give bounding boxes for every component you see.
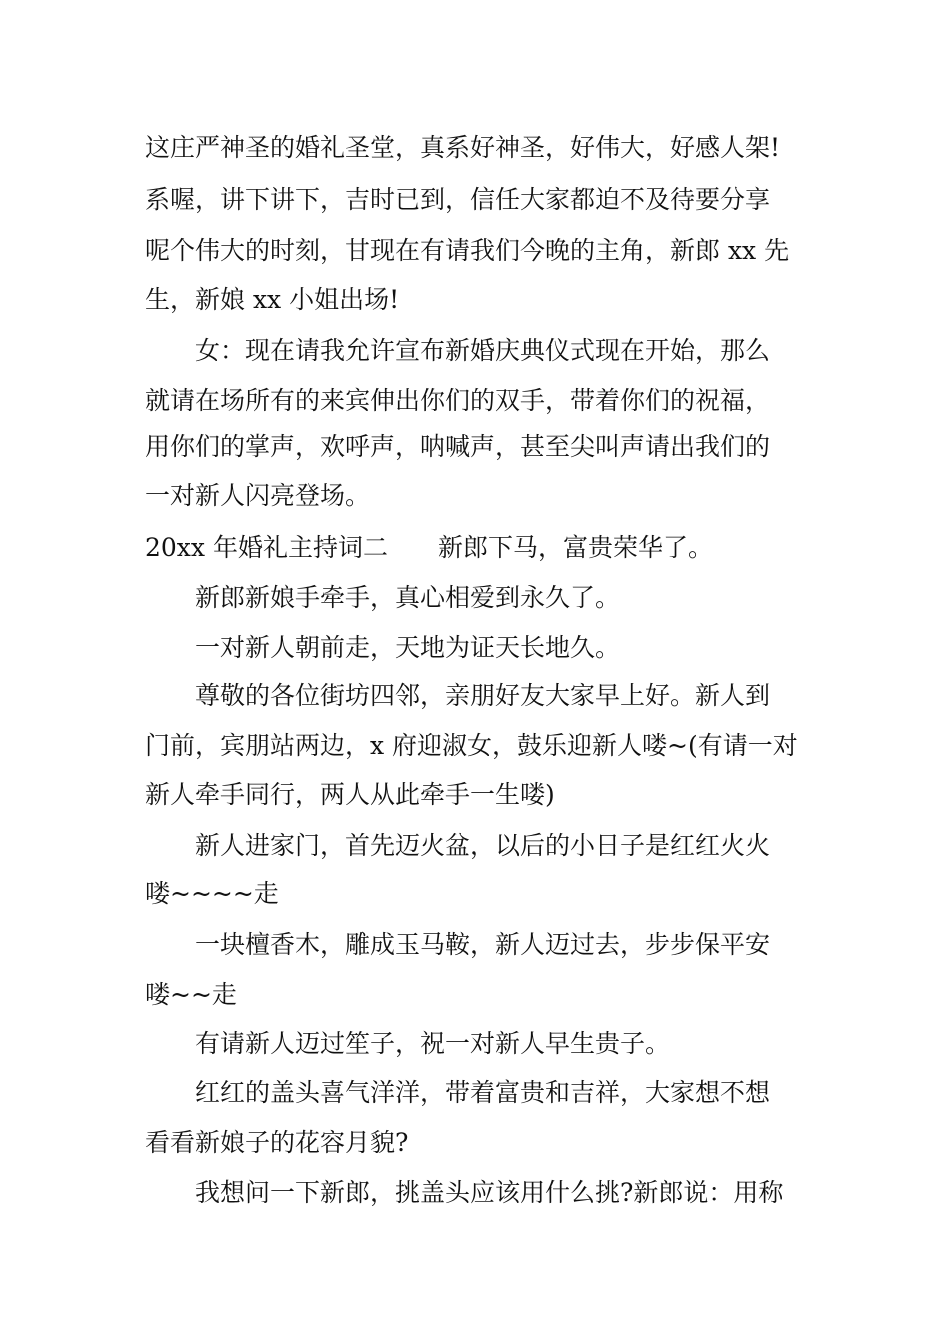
paragraph-start-line: 红红的盖头喜气洋洋，带着富贵和吉祥，大家想不想 bbox=[195, 1078, 771, 1107]
text-line: 新人牵手同行，两人从此牵手一生喽) bbox=[145, 780, 555, 809]
paragraph-start-line: 女：现在请我允许宣布新婚庆典仪式现在开始，那么 bbox=[195, 336, 771, 365]
text-line: 这庄严神圣的婚礼圣堂，真系好神圣，好伟大，好感人架! bbox=[145, 133, 781, 162]
paragraph-start-line: 我想问一下新郎，挑盖头应该用什么挑?新郎说：用称 bbox=[195, 1178, 784, 1207]
text-line: 生，新娘 xx 小姐出场! bbox=[145, 285, 400, 314]
text-line: 门前，宾朋站两边，x 府迎淑女，鼓乐迎新人喽~(有请一对 bbox=[145, 731, 798, 760]
paragraph-start-line: 尊敬的各位街坊四邻，亲朋好友大家早上好。新人到 bbox=[195, 681, 771, 710]
text-line: 喽~~走 bbox=[145, 980, 237, 1009]
text-line: 就请在场所有的来宾伸出你们的双手，带着你们的祝福， bbox=[145, 386, 771, 415]
paragraph-start-line: 有请新人迈过笙子，祝一对新人早生贵子。 bbox=[195, 1029, 671, 1058]
text-line: 用你们的掌声，欢呼声，呐喊声，甚至尖叫声请出我们的 bbox=[145, 432, 771, 461]
text-line: 一对新人闪亮登场。 bbox=[145, 481, 371, 510]
paragraph-start-line: 新人进家门，首先迈火盆，以后的小日子是红红火火 bbox=[195, 831, 771, 860]
text-line: 呢个伟大的时刻，甘现在有请我们今晚的主角，新郎 xx 先 bbox=[145, 236, 790, 265]
text-line: 喽~~~~走 bbox=[145, 879, 279, 908]
paragraph-start-line: 新郎新娘手牵手，真心相爱到永久了。 bbox=[195, 583, 621, 612]
paragraph-start-line: 一对新人朝前走，天地为证天长地久。 bbox=[195, 633, 621, 662]
paragraph-start-line: 一块檀香木，雕成玉马鞍，新人迈过去，步步保平安 bbox=[195, 930, 771, 959]
section-heading-line: 20xx 年婚礼主持词二 新郎下马，富贵荣华了。 bbox=[145, 533, 713, 562]
text-line: 看看新娘子的花容月貌? bbox=[145, 1128, 409, 1157]
text-line: 系喔，讲下讲下，吉时已到，信任大家都迫不及待要分享 bbox=[145, 185, 771, 214]
